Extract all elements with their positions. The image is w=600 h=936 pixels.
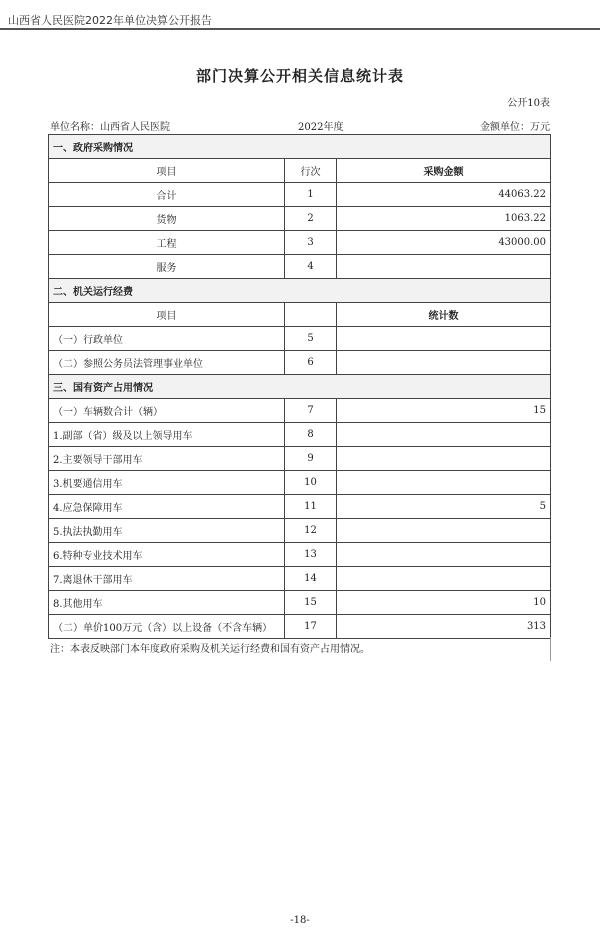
row-value [337, 255, 551, 279]
table-row [49, 399, 551, 423]
row-line: 8 [285, 423, 337, 447]
row-line: 2 [285, 207, 337, 231]
table-row [49, 231, 551, 255]
table-row [49, 567, 551, 591]
row-value: 44063.22 [337, 183, 551, 207]
row-item: 3.机要通信用车 [49, 471, 285, 495]
header-rule [0, 28, 600, 30]
row-line: 17 [285, 615, 337, 639]
row-line: 10 [285, 471, 337, 495]
row-item: 工程 [49, 231, 285, 255]
col-header-count: 统计数 [337, 303, 551, 327]
row-item: 8.其他用车 [49, 591, 285, 615]
row-item: 2.主要领导干部用车 [49, 447, 285, 471]
row-value [337, 447, 551, 471]
row-item: （二）单价100万元（含）以上设备（不含车辆） [49, 615, 285, 639]
col-header-line [285, 303, 337, 327]
row-value [337, 351, 551, 375]
table-row [49, 591, 551, 615]
table-row [49, 543, 551, 567]
section-title: 二、机关运行经费 [49, 279, 551, 303]
row-line: 13 [285, 543, 337, 567]
row-line: 9 [285, 447, 337, 471]
running-header: 山西省人民医院2022年单位决算公开报告 [8, 14, 212, 27]
row-line: 11 [285, 495, 337, 519]
row-item: 合计 [49, 183, 285, 207]
row-line: 5 [285, 327, 337, 351]
column-header-row [49, 303, 551, 327]
row-line: 3 [285, 231, 337, 255]
table-row [49, 351, 551, 375]
row-value: 15 [337, 399, 551, 423]
table-number: 公开10表 [507, 98, 550, 109]
row-line: 12 [285, 519, 337, 543]
table-row [49, 423, 551, 447]
row-value [337, 423, 551, 447]
table-row [49, 495, 551, 519]
row-item: （一）车辆数合计（辆） [49, 399, 285, 423]
row-item: 4.应急保障用车 [49, 495, 285, 519]
row-item: （一）行政单位 [49, 327, 285, 351]
row-item: 服务 [49, 255, 285, 279]
section-header-row [49, 375, 551, 399]
row-item: 5.执法执勤用车 [49, 519, 285, 543]
section-header-row [49, 279, 551, 303]
row-value [337, 543, 551, 567]
row-line: 4 [285, 255, 337, 279]
table-row [49, 471, 551, 495]
document-title: 部门决算公开相关信息统计表 [195, 67, 404, 85]
col-header-item: 项目 [49, 303, 285, 327]
row-item: 货物 [49, 207, 285, 231]
table-row [49, 183, 551, 207]
row-line: 14 [285, 567, 337, 591]
row-value: 5 [337, 495, 551, 519]
money-unit: 金额单位：万元 [480, 122, 550, 133]
row-value [337, 471, 551, 495]
page-number: -18- [290, 915, 310, 926]
row-value: 43000.00 [337, 231, 551, 255]
row-item: 6.特种专业技术用车 [49, 543, 285, 567]
row-value [337, 567, 551, 591]
unit-name: 单位名称：山西省人民医院 [50, 122, 170, 133]
row-item: 1.副部（省）级及以上领导用车 [49, 423, 285, 447]
table-row [49, 615, 551, 639]
table-row [49, 447, 551, 471]
section-title: 一、政府采购情况 [49, 135, 551, 159]
row-value: 313 [337, 615, 551, 639]
table-row [49, 327, 551, 351]
table-note: 注：本表反映部门本年度政府采购及机关运行经费和国有资产占用情况。 [50, 644, 370, 655]
report-year: 2022年度 [298, 122, 344, 133]
table-row [49, 519, 551, 543]
row-item: （二）参照公务员法管理事业单位 [49, 351, 285, 375]
row-item: 7.离退休干部用车 [49, 567, 285, 591]
statistics-table [48, 134, 551, 639]
table-side-line [550, 637, 551, 661]
row-line: 1 [285, 183, 337, 207]
col-header-amount: 采购金额 [337, 159, 551, 183]
col-header-line: 行次 [285, 159, 337, 183]
table-row [49, 255, 551, 279]
row-line: 7 [285, 399, 337, 423]
row-value: 1063.22 [337, 207, 551, 231]
section-title: 三、国有资产占用情况 [49, 375, 551, 399]
row-value [337, 519, 551, 543]
row-value: 10 [337, 591, 551, 615]
col-header-item: 项目 [49, 159, 285, 183]
column-header-row [49, 159, 551, 183]
section-header-row [49, 135, 551, 159]
row-value [337, 327, 551, 351]
row-line: 15 [285, 591, 337, 615]
row-line: 6 [285, 351, 337, 375]
table-row [49, 207, 551, 231]
